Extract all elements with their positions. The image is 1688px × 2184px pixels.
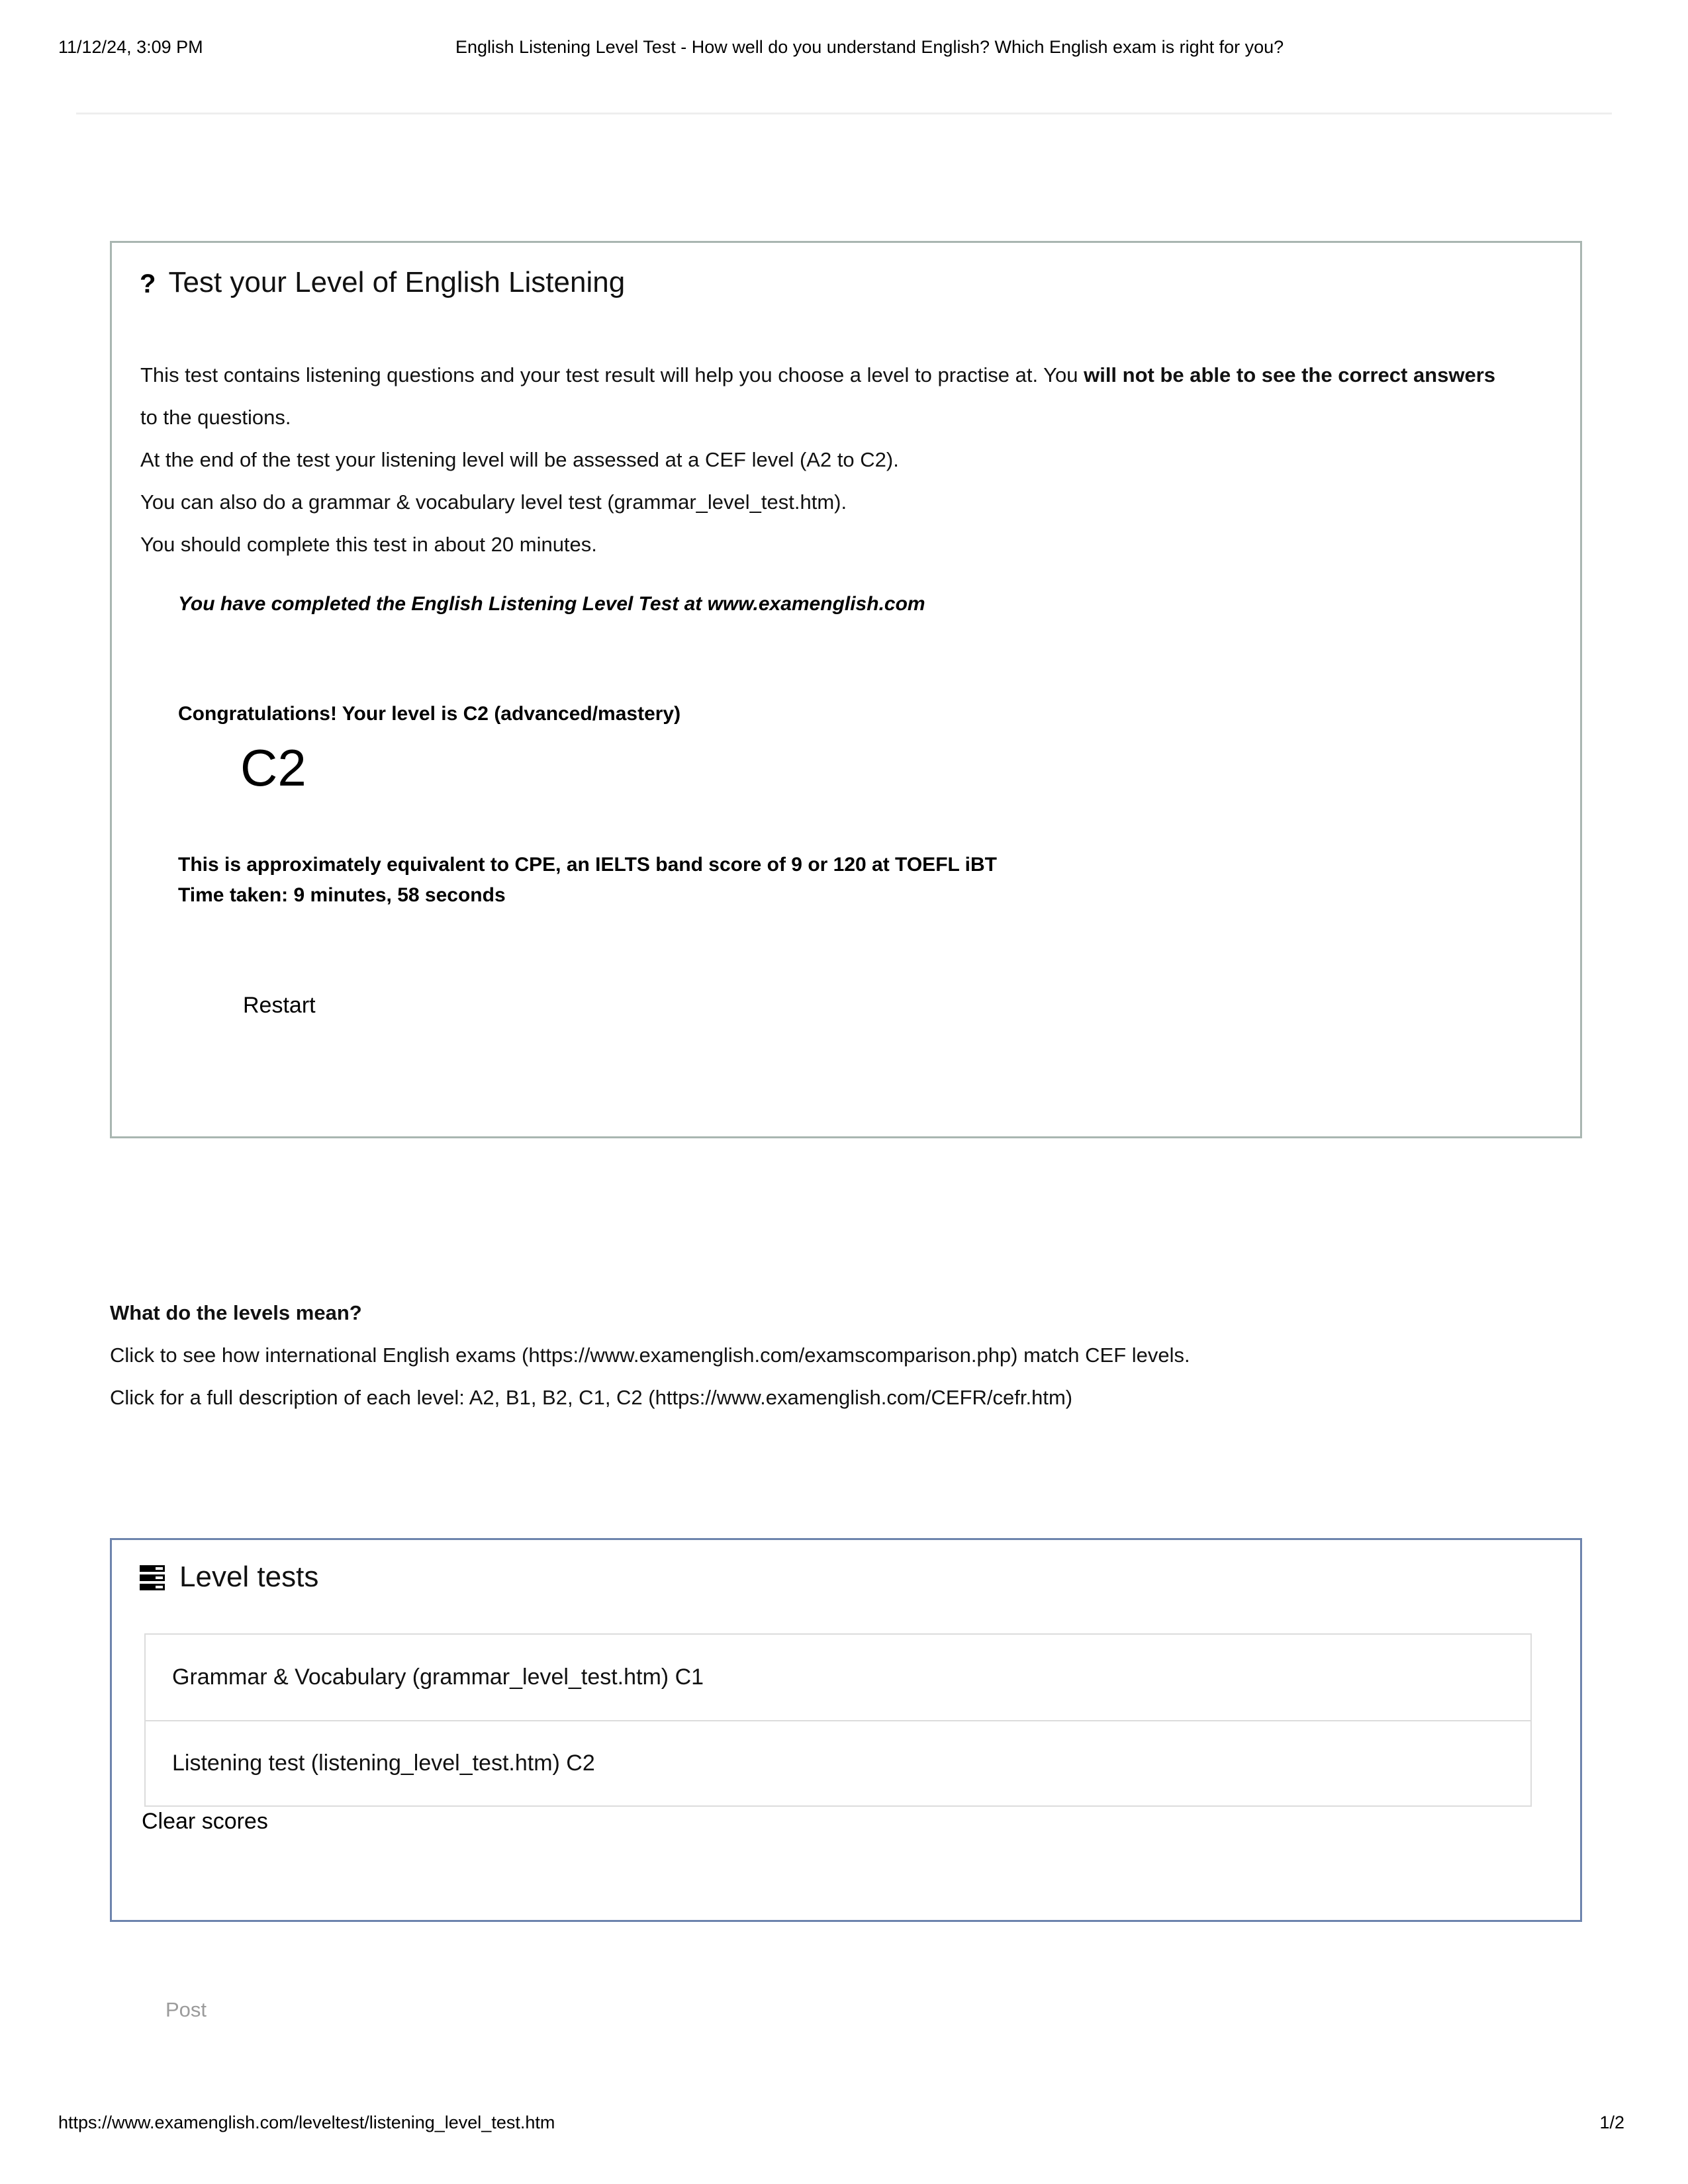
- print-footer-url: https://www.examenglish.com/leveltest/listening_level_test.htm: [58, 2113, 555, 2132]
- clear-scores-button[interactable]: Clear scores: [142, 1807, 268, 1836]
- result-equivalence-text: This is approximately equivalent to CPE, an IELTS band score of 9 or 120 at TOEFL iBT: [178, 854, 997, 876]
- test-result-block: [178, 591, 1489, 1018]
- levels-info-heading: What do the levels mean?: [110, 1301, 362, 1324]
- level-tests-list: [144, 1633, 1532, 1807]
- result-completed-text: You have completed the English Listening Level Test at www.examenglish.com: [178, 593, 925, 615]
- restart-button[interactable]: Restart: [243, 991, 316, 1020]
- level-tests-title: Level tests: [179, 1561, 319, 1593]
- listening-test-card: [110, 241, 1582, 1138]
- levels-info-line-1[interactable]: Click to see how international English exams (https://www.examenglish.com/examscomparison.php) match CEF levels.: [110, 1343, 1190, 1367]
- print-date: 11/12/24, 3:09 PM: [58, 37, 203, 57]
- intro-paragraph-1: [140, 354, 1504, 439]
- list-stack-icon: [140, 1565, 165, 1590]
- levels-info-section: [110, 1292, 1586, 1419]
- result-time-taken: Time taken: 9 minutes, 58 seconds: [178, 884, 506, 906]
- question-mark-icon: ?: [140, 269, 156, 298]
- intro-text-a: This test contains listening questions and your test result will help you choose a level to practise at. You: [140, 363, 1084, 387]
- intro-paragraph-2: At the end of the test your listening level will be assessed at a CEF level (A2 to C2).: [140, 448, 899, 471]
- card-title: [140, 265, 625, 300]
- print-footer-page-number: 1/2: [1599, 2113, 1624, 2132]
- intro-paragraph-3: You can also do a grammar & vocabulary level test (grammar_level_test.htm).: [140, 490, 847, 514]
- level-tests-header: [140, 1559, 318, 1595]
- level-tests-panel: [110, 1538, 1582, 1922]
- intro-text-b: to the questions.: [140, 406, 291, 429]
- list-item[interactable]: Grammar & Vocabulary (grammar_level_test.htm) C1: [146, 1635, 1530, 1720]
- intro-paragraph-4: You should complete this test in about 20 minutes.: [140, 533, 597, 556]
- result-level-value: C2: [240, 739, 306, 797]
- header-divider: [76, 113, 1612, 114]
- levels-info-line-2[interactable]: Click for a full description of each level: A2, B1, B2, C1, C2 (https://www.examenglish.com/CEFR/cefr.htm): [110, 1386, 1073, 1409]
- list-item[interactable]: Listening test (listening_level_test.htm) C2: [146, 1720, 1530, 1805]
- post-label: Post: [165, 1998, 207, 2021]
- print-header: [0, 36, 1688, 75]
- card-title-text: Test your Level of English Listening: [168, 266, 626, 298]
- intro-text-bold: will not be able to see the correct answers: [1084, 363, 1496, 387]
- print-page-title: English Listening Level Test - How well do you understand English? Which English exam is right for you?: [455, 37, 1284, 57]
- result-congratulations-text: Congratulations! Your level is C2 (advanced/mastery): [178, 703, 681, 725]
- card-intro-text: [140, 354, 1504, 566]
